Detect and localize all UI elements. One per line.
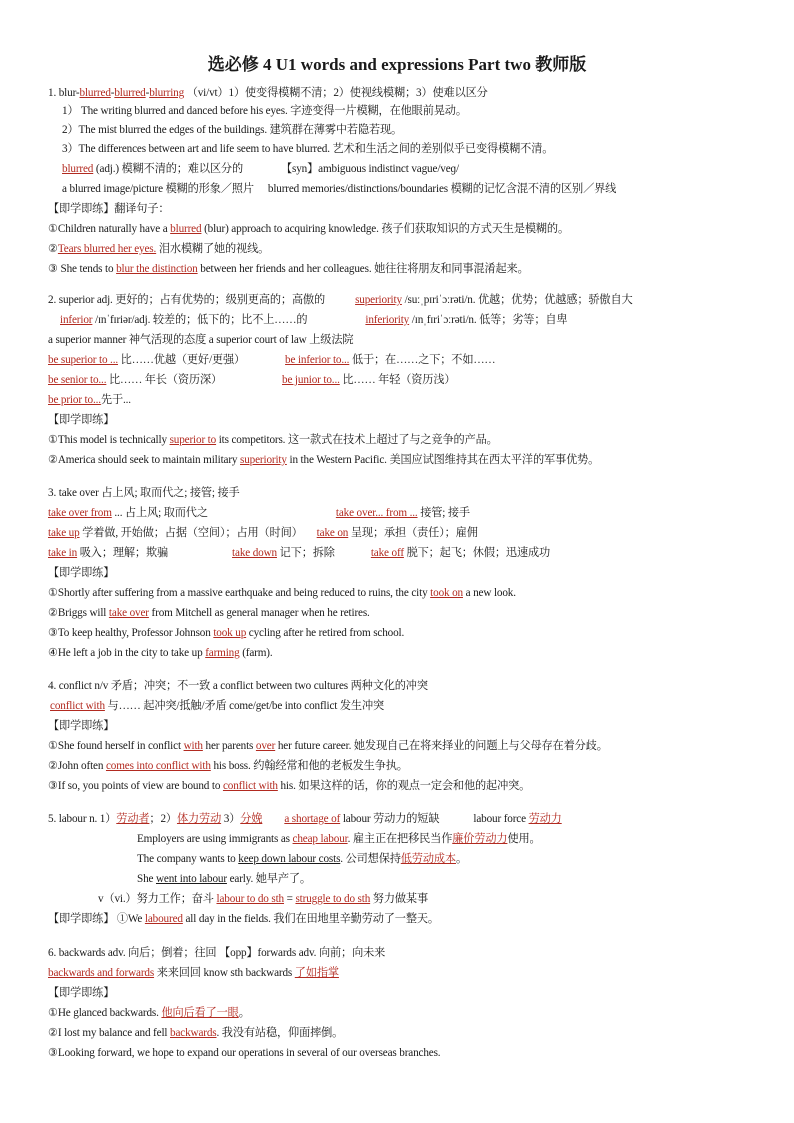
s2-practice-2: ②America should seek to maintain military superiority in the Western Pacific. 美国应试图维持其在西太平洋的军事优势。: [48, 454, 600, 466]
s1-heading: 1. blur-blurred-blurred-blurring （vi/vt）1）使变得模糊不清；2）使视线模糊；3）使难以区分: [48, 87, 488, 99]
s2-examples: a superior manner 神气活现的态度 a superior court of law 上级法院: [48, 334, 354, 346]
s2-phrase-prior: be prior to...先于...: [48, 394, 131, 406]
s2-practice-1: ①This model is technically superior to its competitors. 这一款式在技术上超过了与之竞争的产品。: [48, 434, 498, 446]
s2-practice-header: 【即学即练】: [48, 414, 115, 426]
s3-practice-1: ①Shortly after suffering from a massive earthquake and being reduced to ruins, the city took on a new look.: [48, 587, 516, 599]
s1-practice-3: ③ She tends to blur the distinction between her friends and her colleagues. 她往往将朋友和同事混淆起来。: [48, 263, 529, 275]
s1-sentence-3: 3）The differences between art and life seem to have blurred. 艺术和生活之间的差别似乎已变得模糊不清。: [62, 143, 554, 155]
s4-practice-3: ③If so, you points of view are bound to conflict with his. 如果这样的话，你的观点一定会和他的起冲突。: [48, 780, 531, 792]
s4-practice-2: ②John often comes into conflict with his boss. 约翰经常和他的老板发生争执。: [48, 760, 408, 772]
s1-practice-2: ②Tears blurred her eyes. 泪水模糊了她的视线。: [48, 243, 270, 255]
s3-practice-3: ③To keep healthy, Professor Johnson took up cycling after he retired from school.: [48, 627, 405, 639]
s6-practice-2: ②I lost my balance and fell backwards. 我没有站稳，仰面摔倒。: [48, 1027, 344, 1039]
s6-heading: 6. backwards adv. 向后；倒着；往回 【opp】forwards adv. 向前；向未来: [48, 947, 386, 959]
s5-verb-line: v（vi.）努力工作；奋斗 labour to do sth = struggle to do sth 努力做某事: [98, 893, 428, 905]
s4-heading: 4. conflict n/v 矛盾；冲突；不一致 a conflict between two cultures 两种文化的冲突: [48, 680, 428, 692]
s1-sentence-1: 1） The writing blurred and danced before his eyes. 字迹变得一片模糊，在他眼前晃动。: [62, 105, 467, 117]
s6-practice-header: 【即学即练】: [48, 987, 115, 999]
s1-adj-line: blurred (adj.) 模糊不清的；难以区分的 【syn】ambiguous indistinct vague/veɡ/: [62, 163, 459, 175]
s1-collocations: a blurred image/picture 模糊的形象／照片 blurred memories/distinctions/boundaries 模糊的记忆含混不清的区别／界线: [62, 183, 617, 195]
s3-practice-4: ④He left a job in the city to take up farming (farm).: [48, 647, 273, 659]
s3-practice-header: 【即学即练】: [48, 567, 115, 579]
s2-phrase-senior: be senior to... 比…… 年长（资历深） be junior to... 比…… 年轻（资历浅）: [48, 374, 456, 386]
s1-practice-header: 【即学即练】翻译句子：: [48, 203, 170, 215]
s5-heading: 5. labour n. 1）劳动者；2）体力劳动 3）分娩 a shortage of labour 劳动力的短缺 labour force 劳动力: [48, 813, 562, 825]
s3-take-in-line: take in 吸入；理解；欺骗 take down 记下；拆除 take off 脱下；起飞；休假；迅速成功: [48, 547, 551, 559]
s1-sentence-2: 2）The mist blurred the edges of the buildings. 建筑群在薄雾中若隐若现。: [62, 124, 403, 136]
s6-phrases: backwards and forwards 来来回回 know sth backwards 了如指掌: [48, 967, 339, 979]
s3-take-up-line: take up 学着做, 开始做；占据（空间）；占用（时间） take on 呈现；承担（责任）；雇佣: [48, 527, 478, 539]
s1-practice-1: ①Children naturally have a blurred (blur) approach to acquiring knowledge. 孩子们获取知识的方式天生是模糊的。: [48, 223, 570, 235]
s5-practice-1: 【即学即练】 ①We laboured all day in the fields. 我们在田地里辛勤劳动了一整天。: [48, 913, 439, 925]
s5-example-1: Employers are using immigrants as cheap labour. 雇主正在把移民当作廉价劳动力使用。: [137, 833, 541, 845]
s2-phrase-superior: be superior to ... 比……优越（更好/更强） be inferior to... 低于；在……之下；不如……: [48, 354, 496, 366]
s5-example-3: She went into labour early. 她早产了。: [137, 873, 311, 885]
s2-heading: 2. superior adj. 更好的；占有优势的；级别更高的；高傲的 superiority /suːˌpɪriˈɔːrəti/n. 优越；优势；优越感；骄傲自大: [48, 294, 633, 306]
page-title: 选必修 4 U1 words and expressions Part two 教师版: [207, 55, 587, 74]
s6-practice-3: ③Looking forward, we hope to expand our operations in several of our overseas branches.: [48, 1047, 441, 1059]
s5-example-2: The company wants to keep down labour costs. 公司想保持低劳动成本。: [137, 853, 468, 865]
s4-practice-1: ①She found herself in conflict with her parents over her future career. 她发现自己在将来择业的问题上与父母存在着分歧。: [48, 740, 608, 752]
s4-conflict-with-line: conflict with 与…… 起冲突/抵触/矛盾 come/get/be into conflict 发生冲突: [50, 700, 385, 712]
s3-heading: 3. take over 占上风; 取而代之; 接管; 接手: [48, 487, 240, 499]
s2-inferior-line: inferior /ɪnˈfɪriər/adj. 较差的；低下的；比不上……的 inferiority /ɪnˌfɪriˈɔːrəti/n. 低等；劣等；自卑: [60, 314, 568, 326]
s6-practice-1: ①He glanced backwards. 他向后看了一眼。: [48, 1007, 250, 1019]
s3-practice-2: ②Briggs will take over from Mitchell as general manager when he retires.: [48, 607, 370, 619]
s3-take-over-line: take over from ... 占上风; 取而代之 take over... from ... 接管; 接手: [48, 507, 470, 519]
s4-practice-header: 【即学即练】: [48, 720, 115, 732]
